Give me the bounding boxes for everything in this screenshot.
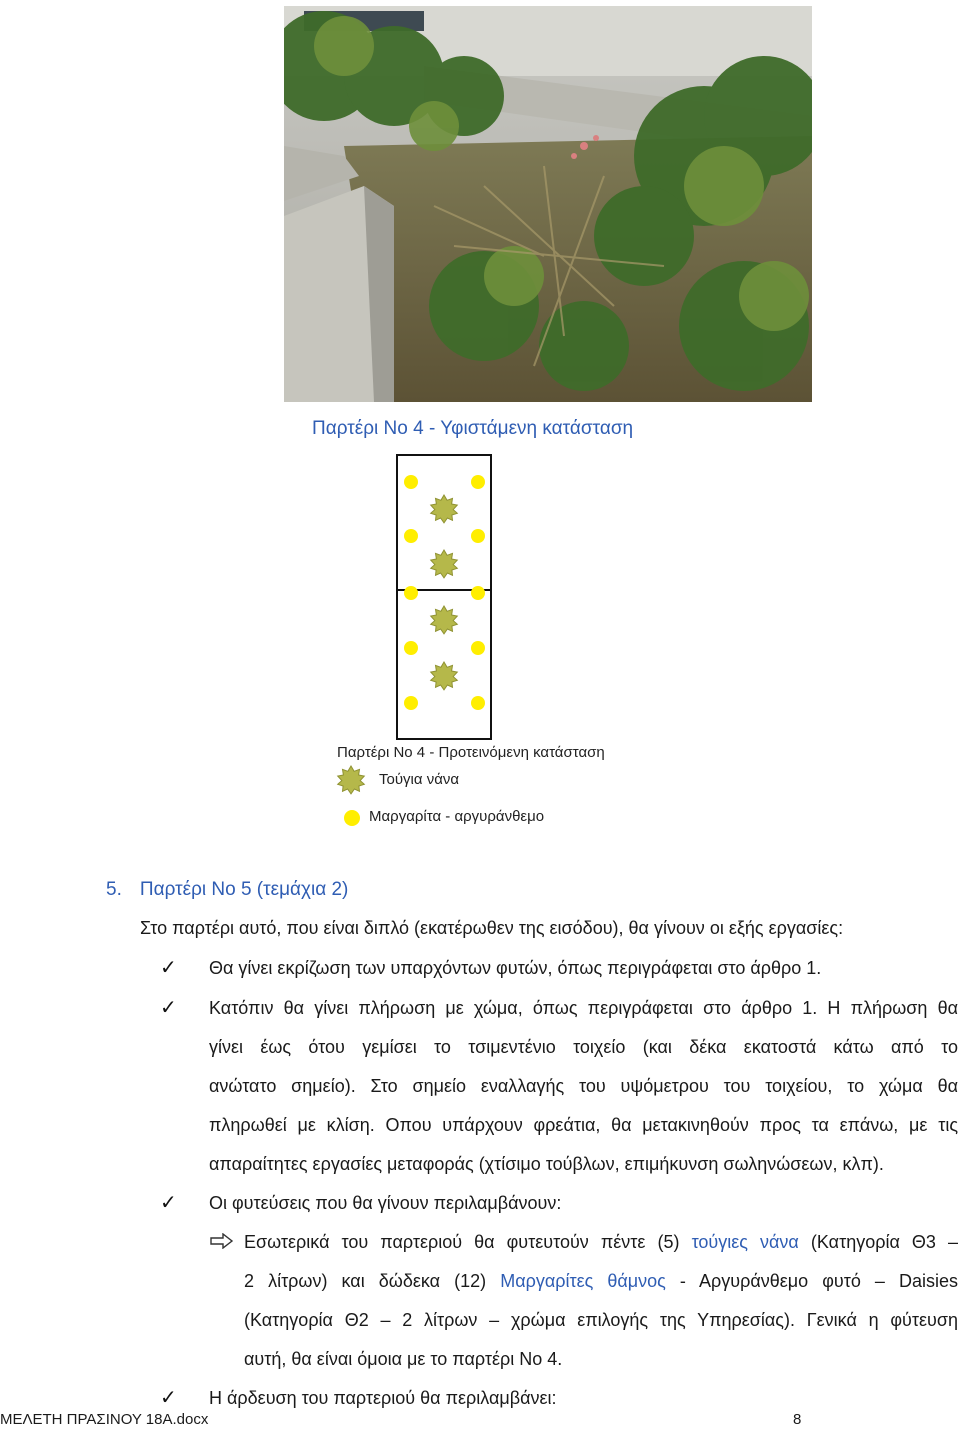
sub-bullet-line: 2 λίτρων) και δώδεκα (12) Μαργαρίτες θάμνος - Αργυράνθεμο φυτό – Daisies (244, 1271, 958, 1291)
bullet-text: πληρωθεί με κλίση. Οπου υπάρχουν φρεάτια, θα μετακινηθούν προς τα επάνω, με τις (209, 1115, 958, 1135)
diagram-caption: Παρτέρι Νο 4 - Προτεινόμενη κατάσταση (337, 744, 605, 761)
yellow-dot-icon (344, 810, 360, 826)
bullet-text: γίνει έως ότου γεμίσει το τσιμεντένιο τοιχείο (και δέκα εκατοστά κάτω από το (209, 1037, 958, 1057)
garden-bed-photo (284, 6, 812, 402)
check-icon: ✓ (160, 997, 177, 1019)
bullet-text: Η άρδευση του παρτεριού θα περιλαμβάνει: (209, 1388, 557, 1408)
section-intro: Στο παρτέρι αυτό, που είναι διπλό (εκατέρωθεν της εισόδου), θα γίνουν οι εξής εργασίες: (140, 918, 844, 938)
check-icon: ✓ (160, 957, 177, 979)
check-icon: ✓ (160, 1192, 177, 1214)
check-icon: ✓ (160, 1387, 177, 1409)
sub-bullet-line: Εσωτερικά του παρτεριού θα φυτευτούν πέντε (5) τούγιες νάνα (Κατηγορία Θ3 – (244, 1232, 958, 1252)
arrow-right-icon (210, 1233, 234, 1249)
planting-diagram (333, 452, 623, 832)
bullet-text: απαραίτητες εργασίες μεταφοράς (χτίσιμο τούβλων, επιμήκυνση σωληνώσεων, κλπ). (209, 1154, 884, 1174)
bullet-text: Κατόπιν θα γίνει πλήρωση με χώμα, όπως περιγράφεται στο άρθρο 1. Η πλήρωση θα (209, 998, 958, 1018)
section-heading: 5. Παρτέρι Νο 5 (τεμάχια 2) (106, 879, 349, 900)
legend-daisy-label: Μαργαρίτα - αργυράνθεμο (369, 808, 545, 825)
sub-bullet-line: (Κατηγορία Θ2 – 2 λίτρων – χρώμα επιλογής της Υπηρεσίας). Γενικά η φύτευση (244, 1310, 958, 1330)
starburst-shrub-icon (338, 766, 365, 794)
photo-caption: Παρτέρι Νο 4 - Υφιστάμενη κατάσταση (312, 418, 634, 439)
bullet-text: Θα γίνει εκρίζωση των υπαρχόντων φυτών, όπως περιγράφεται στο άρθρο 1. (209, 958, 822, 978)
footer-filename: ΜΕΛΕΤΗ ΠΡΑΣΙΝΟΥ 18Α.docx (0, 1411, 209, 1428)
bullet-text: ανώτατο σημείο). Στο σημείο εναλλαγής του υψόμετρου του τοιχείου, το χώμα θα (209, 1076, 958, 1096)
bullet-text: Οι φυτεύσεις που θα γίνουν περιλαμβάνουν: (209, 1193, 562, 1213)
legend-thuja-label: Τούγια νάνα (379, 771, 460, 788)
sub-bullet-line: αυτή, θα είναι όμοια με το παρτέρι Νο 4. (244, 1349, 563, 1369)
footer-page-number: 8 (793, 1411, 802, 1428)
